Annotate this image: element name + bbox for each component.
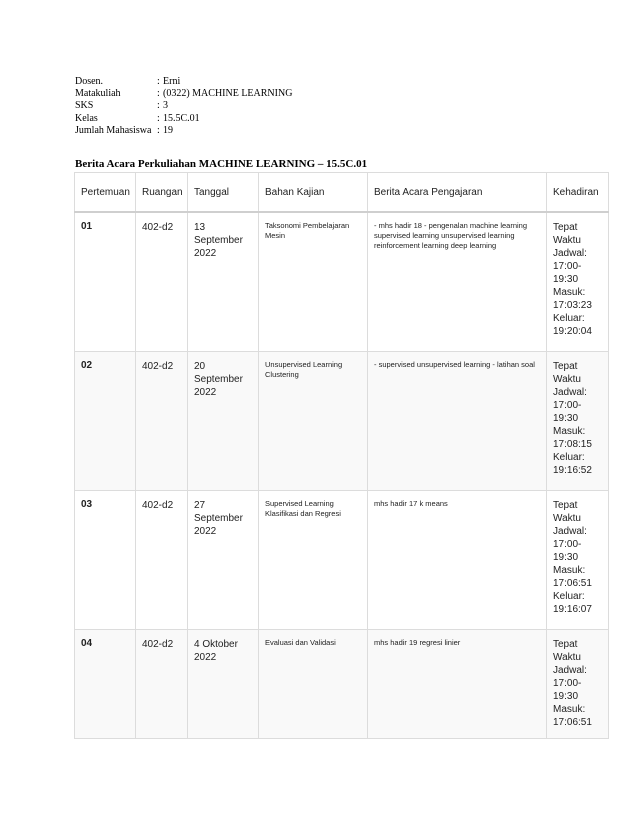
table-row (75, 491, 609, 630)
attendance-table (74, 172, 609, 739)
cell-ruangan: 402-d2 (136, 630, 188, 739)
cell-tanggal: 20 September 2022 (188, 352, 259, 491)
info-row-sks (75, 100, 292, 112)
info-label: Jumlah Mahasiswa (75, 124, 152, 136)
cell-tanggal: 27 September 2022 (188, 491, 259, 630)
info-separator: : (157, 112, 160, 124)
cell-kehadiran (547, 352, 609, 491)
kehadiran-jadwal: Jadwal: 17:00-19:30 (553, 526, 587, 563)
kehadiran-masuk: Masuk: 17:08:15 (553, 426, 592, 450)
kehadiran-status: Tepat Waktu (553, 361, 581, 385)
cell-kehadiran (547, 630, 609, 739)
cell-ruangan: 402-d2 (136, 352, 188, 491)
kehadiran-keluar: Keluar: 19:16:52 (553, 452, 592, 476)
kehadiran-status: Tepat Waktu (553, 639, 581, 663)
info-separator: : (157, 88, 160, 100)
info-separator: : (157, 76, 160, 87)
header-kehadiran: Kehadiran (547, 173, 609, 213)
cell-kehadiran (547, 212, 609, 352)
info-label: SKS (75, 100, 94, 112)
cell-tanggal: 4 Oktober 2022 (188, 630, 259, 739)
cell-bahan-kajian: Evaluasi dan Validasi (259, 630, 368, 739)
cell-berita-acara: - mhs hadir 18 - pengenalan machine learning supervised learning unsupervised learning reinforcement learning deep learning (368, 212, 547, 352)
cell-berita-acara: mhs hadir 19 regresi linier (368, 630, 547, 739)
cell-ruangan: 402-d2 (136, 491, 188, 630)
kehadiran-jadwal: Jadwal: 17:00-19:30 (553, 665, 587, 702)
info-row-matakuliah (75, 88, 292, 100)
header-berita-acara: Berita Acara Pengajaran (368, 173, 547, 213)
kehadiran-masuk: Masuk: 17:06:51 (553, 565, 592, 589)
cell-berita-acara: mhs hadir 17 k means (368, 491, 547, 630)
info-label: Matakuliah (75, 88, 121, 100)
kehadiran-keluar: Keluar: 19:16:07 (553, 591, 592, 615)
info-row-jumlah-mahasiswa (75, 125, 292, 137)
table-row (75, 352, 609, 491)
cell-pertemuan: 03 (75, 491, 136, 630)
kehadiran-masuk: Masuk: 17:06:51 (553, 704, 592, 728)
cell-pertemuan: 01 (75, 212, 136, 352)
info-label: Dosen. (75, 76, 104, 87)
course-info (75, 76, 292, 137)
cell-pertemuan: 02 (75, 352, 136, 491)
header-tanggal: Tanggal (188, 173, 259, 213)
info-separator: : (157, 100, 160, 112)
info-value: 19 (163, 124, 173, 136)
kehadiran-keluar: Keluar: 19:20:04 (553, 313, 592, 337)
info-row-dosen (75, 76, 292, 88)
kehadiran-masuk: Masuk: 17:03:23 (553, 287, 592, 311)
info-value: 15.5C.01 (163, 112, 200, 124)
info-row-kelas (75, 113, 292, 125)
header-pertemuan: Pertemuan (75, 173, 136, 213)
kehadiran-jadwal: Jadwal: 17:00-19:30 (553, 387, 587, 424)
cell-pertemuan: 04 (75, 630, 136, 739)
kehadiran-status: Tepat Waktu (553, 222, 581, 246)
cell-bahan-kajian: Taksonomi Pembelajaran Mesin (259, 212, 368, 352)
header-bahan-kajian: Bahan Kajian (259, 173, 368, 213)
header-ruangan: Ruangan (136, 173, 188, 213)
table-header-row (75, 173, 609, 213)
info-label: Kelas (75, 112, 98, 124)
info-value: (0322) MACHINE LEARNING (163, 88, 293, 100)
info-separator: : (157, 124, 160, 136)
page-title: Berita Acara Perkuliahan MACHINE LEARNING – 15.5C.01 (75, 158, 368, 170)
cell-bahan-kajian: Unsupervised Learning Clustering (259, 352, 368, 491)
kehadiran-status: Tepat Waktu (553, 500, 581, 524)
info-value: Erni (163, 76, 181, 87)
cell-bahan-kajian: Supervised Learning Klasifikasi dan Regresi (259, 491, 368, 630)
cell-tanggal: 13 September 2022 (188, 212, 259, 352)
table-row (75, 630, 609, 739)
kehadiran-jadwal: Jadwal: 17:00-19:30 (553, 248, 587, 285)
cell-kehadiran (547, 491, 609, 630)
table-row (75, 212, 609, 352)
cell-berita-acara: - supervised unsupervised learning - latihan soal (368, 352, 547, 491)
cell-ruangan: 402-d2 (136, 212, 188, 352)
info-value: 3 (163, 100, 168, 112)
